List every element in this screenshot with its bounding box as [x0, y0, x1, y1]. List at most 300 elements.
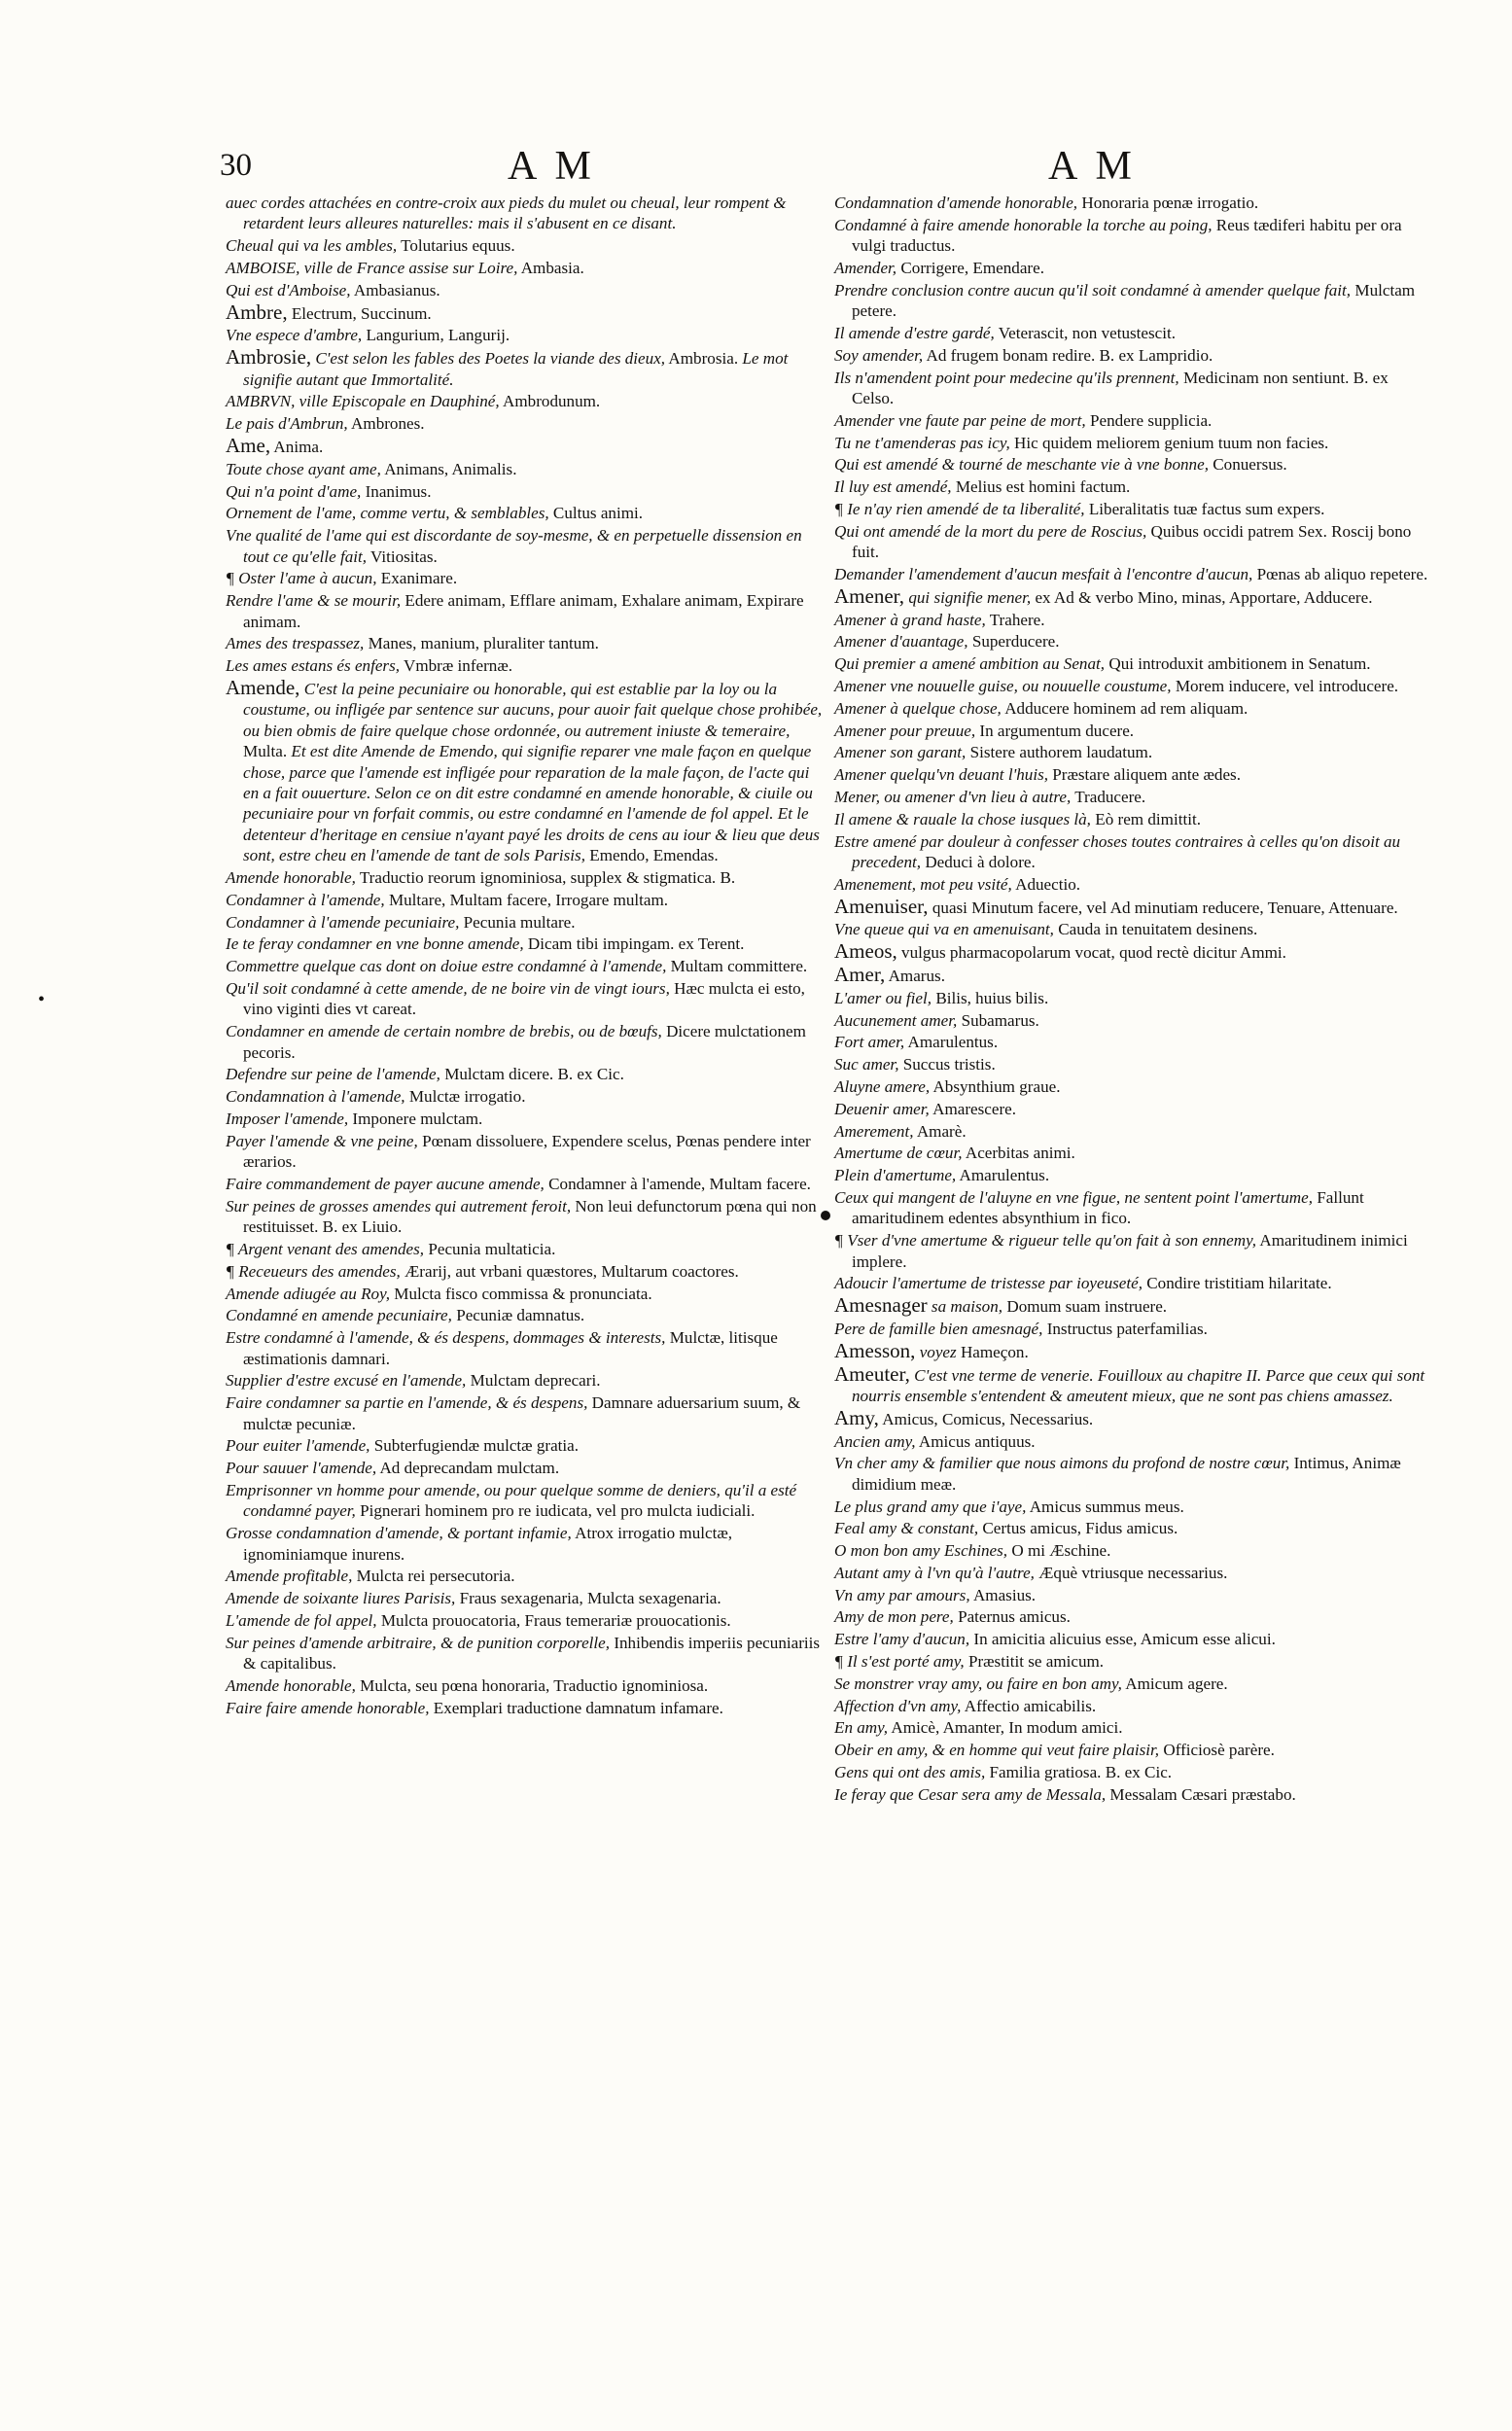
latin-gloss: Reus tædiferi habitu per ora vulgi traductus. — [852, 215, 1402, 256]
dictionary-entry — [834, 919, 1432, 939]
dictionary-entry — [226, 413, 824, 434]
dictionary-entry — [226, 1327, 824, 1369]
latin-gloss: Præstitit se amicum. — [967, 1652, 1105, 1672]
latin-gloss: Anima. — [273, 437, 324, 456]
latin-gloss: Amaritudinem inimici implere. — [852, 1231, 1408, 1271]
headword: Ame, — [226, 433, 271, 457]
dictionary-entry — [226, 675, 824, 866]
latin-gloss: Condamner à l'amende, Multam facere. — [548, 1175, 811, 1193]
french-gloss: Ceux qui mangent de l'aluyne en vne figue, ne sentent point l'amertume, — [834, 1187, 1313, 1207]
french-gloss: Amende profitable, — [226, 1567, 353, 1586]
dictionary-entry — [834, 1295, 1432, 1317]
latin-gloss: quasi Minutum facere, vel Ad minutiam reducere, Tenuare, Attenuare. — [932, 898, 1398, 917]
french-gloss: Prendre conclusion contre aucun qu'il soit condamné à amender quelque fait, — [834, 280, 1352, 299]
headword: Amesson, — [834, 1338, 916, 1362]
french-gloss: Vne espece d'ambre, — [226, 326, 363, 345]
dictionary-entry — [834, 1143, 1432, 1163]
french-gloss: Condamné en amende pecuniaire, — [226, 1306, 452, 1325]
latin-gloss: Trahere. — [989, 610, 1045, 629]
headword: Ameuter, — [834, 1361, 910, 1386]
latin-gloss: Ad deprecandam mulctam. — [379, 1459, 560, 1478]
french-gloss: Toute chose ayant ame, — [226, 459, 381, 478]
french-gloss: Condamnation à l'amende, — [226, 1087, 405, 1107]
dictionary-entry — [226, 325, 824, 345]
dictionary-entry — [226, 459, 824, 479]
latin-gloss: Medicinam non sentiunt. B. ex Celso. — [852, 368, 1389, 407]
french-gloss: Qui est amendé & tourné de meschante vie à vne bonne, — [834, 455, 1209, 475]
margin-ornament: • — [38, 989, 46, 1010]
french-gloss: C'est selon les fables des Poetes la viande des dieux, — [315, 349, 666, 369]
dictionary-entry — [834, 809, 1432, 829]
latin-gloss: Vmbræ infernæ. — [403, 656, 513, 676]
french-gloss: Rendre l'ame & se mourir, — [226, 591, 402, 611]
french-gloss: Grosse condamnation d'amende, & portant infamie, — [226, 1524, 572, 1543]
dictionary-entry — [834, 476, 1432, 497]
headword: Amende, — [226, 675, 300, 699]
dictionary-entry — [834, 564, 1432, 584]
latin-gloss: Messalam Cæsari præstabo. — [1109, 1784, 1296, 1804]
dictionary-entry — [226, 1458, 824, 1478]
dictionary-entry — [834, 894, 1432, 918]
latin-gloss: Mulcta, seu pœna honoraria, Traductio ignominiosa. — [360, 1675, 709, 1695]
dictionary-entry — [834, 280, 1432, 322]
latin-gloss: Multare, Multam facere, Irrogare multam. — [388, 890, 669, 909]
dictionary-entry — [226, 1305, 824, 1325]
latin-gloss: Mulcta rei persecutoria. — [356, 1567, 515, 1586]
dictionary-entry — [834, 1405, 1432, 1429]
dictionary-entry — [834, 874, 1432, 895]
latin-gloss: Pecuniæ damnatus. — [456, 1306, 585, 1325]
french-gloss: ¶ Il s'est porté amy, — [834, 1652, 965, 1672]
french-gloss: Aluyne amere, — [834, 1076, 931, 1096]
dictionary-entry — [834, 764, 1432, 785]
dictionary-entry — [834, 1740, 1432, 1760]
french-gloss: Le pais d'Ambrun, — [226, 414, 348, 434]
french-gloss: Il amende d'estre gardé, — [834, 324, 995, 342]
dictionary-entry — [834, 454, 1432, 475]
french-gloss: L'amer ou fiel, — [834, 988, 932, 1007]
dictionary-entry — [834, 499, 1432, 519]
latin-gloss: Pendere supplicia. — [1090, 410, 1213, 430]
french-gloss: Vne queue qui va en amenuisant, — [834, 920, 1054, 939]
french-gloss: ¶ Oster l'ame à aucun, — [226, 569, 377, 588]
dictionary-entry — [834, 1563, 1432, 1583]
french-gloss: Affection d'vn amy, — [834, 1696, 962, 1715]
latin-gloss: vulgus pharmacopolarum vocat, quod rectè dicitur Ammi. — [901, 943, 1286, 963]
dictionary-entry — [834, 787, 1432, 807]
latin-gloss: Pœnam dissoluere, Expendere scelus, Pœnas pendere inter ærarios. — [243, 1131, 811, 1172]
latin-gloss: Edere animam, Efflare animam, Exhalare animam, Expirare animam. — [243, 591, 804, 631]
dictionary-entry — [226, 1435, 824, 1456]
latin-gloss: Subterfugiendæ mulctæ gratia. — [373, 1436, 580, 1456]
latin-gloss: Aduectio. — [1015, 874, 1081, 894]
latin-gloss: Pœnas ab aliquo repetere. — [1256, 564, 1428, 583]
french-gloss: Ames des trespassez, — [226, 634, 365, 653]
french-gloss: Ornement de l'ame, comme vertu, & semblables, — [226, 504, 549, 523]
dictionary-entry — [834, 1431, 1432, 1452]
dictionary-entry — [834, 742, 1432, 762]
latin-gloss: Pecunia multaticia. — [428, 1240, 556, 1258]
french-gloss: Imposer l'amende, — [226, 1110, 349, 1128]
dictionary-entry — [834, 1585, 1432, 1605]
french-gloss: Amener à quelque chose, — [834, 698, 1002, 718]
french-gloss: Adoucir l'amertume de tristesse par ioyeuseté, — [834, 1274, 1143, 1293]
dictionary-entry — [226, 1392, 824, 1434]
page-number: 30 — [220, 148, 252, 183]
dictionary-entry — [834, 941, 1432, 963]
latin-gloss: Subamarus. — [961, 1010, 1039, 1030]
french-gloss: Estre amené par douleur à confesser choses toutes contraires à celles qu'on disoit au precedent, — [834, 831, 1401, 871]
right-column — [834, 193, 1432, 1807]
french-gloss: Amy de mon pere, — [834, 1607, 954, 1627]
dictionary-entry — [834, 345, 1432, 366]
french-gloss: Qu'il soit condamné à cette amende, de ne boire vin de vingt iours, — [226, 979, 670, 998]
french-gloss: Amener pour preuue, — [834, 721, 976, 740]
latin-gloss: Hæc mulcta ei esto, vino viginti dies vt careat. — [243, 979, 805, 1019]
latin-gloss: Atrox irrogatio mulctæ, ignominiamque inurens. — [243, 1524, 733, 1564]
dictionary-entry — [226, 1610, 824, 1631]
dictionary-entry — [226, 1131, 824, 1173]
french-gloss: Plein d'amertume, — [834, 1166, 957, 1185]
dictionary-entry — [834, 521, 1432, 563]
dictionary-entry — [834, 1076, 1432, 1097]
latin-gloss: Exanimare. — [380, 569, 458, 588]
dictionary-entry — [834, 323, 1432, 343]
headword: Amy, — [834, 1405, 879, 1429]
dictionary-entry — [226, 934, 824, 954]
french-gloss: Amende honorable, — [226, 868, 356, 888]
french-gloss: Qui n'a point d'ame, — [226, 481, 362, 501]
dictionary-entry — [226, 655, 824, 676]
french-gloss: Amertume de cœur, — [834, 1144, 963, 1163]
french-gloss: Vne qualité de l'ame qui est discordante de soy-mesme, & en perpetuelle dissension en tout ce qu'elle fait, — [226, 526, 802, 566]
dictionary-entry — [226, 1021, 824, 1063]
dictionary-entry — [834, 988, 1432, 1008]
french-gloss: AMBOISE, ville de France assise sur Loire, — [226, 259, 518, 277]
french-gloss: Cheual qui va les ambles, — [226, 236, 398, 256]
latin-gloss: Absynthium graue. — [932, 1076, 1061, 1096]
french-gloss: Ie te feray condamner en vne bonne amende, — [226, 934, 524, 954]
latin-gloss: Ambasia. — [520, 259, 584, 277]
dictionary-entry — [834, 1319, 1432, 1339]
french-gloss: Condamner en amende de certain nombre de brebis, ou de bœufs, — [226, 1022, 662, 1041]
french-gloss: AMBRVN, ville Episcopale en Dauphiné, — [226, 392, 500, 411]
french-gloss: Qui est d'Amboise, — [226, 280, 351, 299]
french-gloss: L'amende de fol appel, — [226, 1610, 377, 1630]
latin-gloss: In amicitia alicuius esse, Amicum esse alicui. — [973, 1630, 1276, 1649]
dictionary-entry — [834, 1121, 1432, 1142]
dictionary-entry — [834, 610, 1432, 630]
latin-gloss: Electrum, Succinum. — [291, 303, 432, 323]
dictionary-entry — [834, 1187, 1432, 1229]
latin-gloss: Amasius. — [972, 1585, 1037, 1604]
latin-gloss: Eò rem dimittit. — [1095, 809, 1201, 828]
dictionary-entry — [226, 568, 824, 588]
french-gloss: Faire faire amende honorable, — [226, 1698, 430, 1717]
french-gloss: Pour sauuer l'amende, — [226, 1459, 377, 1478]
dictionary-entry — [834, 1606, 1432, 1627]
dictionary-entry — [834, 193, 1432, 213]
dictionary-entry — [834, 1230, 1432, 1272]
dictionary-entry — [834, 1518, 1432, 1538]
dictionary-entry — [834, 1338, 1432, 1362]
latin-gloss: O mi Æschine. — [1011, 1541, 1111, 1561]
dictionary-entry — [834, 1696, 1432, 1716]
dictionary-entry — [834, 831, 1432, 873]
latin-gloss: Amicus summus meus. — [1029, 1497, 1184, 1516]
french-gloss: Aucunement amer, — [834, 1010, 958, 1030]
dictionary-entry — [226, 481, 824, 502]
dictionary-entry — [226, 956, 824, 976]
french-gloss: Deuenir amer, — [834, 1099, 930, 1118]
french-gloss: voyez — [919, 1342, 957, 1361]
headword: Ameos, — [834, 939, 897, 964]
french-gloss: Commettre quelque cas dont on doiue estre condamné à l'amende, — [226, 957, 667, 976]
french-gloss: Gens qui ont des amis, — [834, 1763, 986, 1782]
french-gloss: C'est la peine pecuniaire ou honorable, qui est establie par la loy ou la coustume, ou infligée par sentence sur aucuns, pour auoir fait quelque chose prohibée, ou bien obmis de faire quelque chose ordonnée, ou autrement iniuste & temeraire, — [243, 679, 823, 740]
french-gloss: Le plus grand amy que i'aye, — [834, 1497, 1027, 1516]
dictionary-entry — [834, 698, 1432, 719]
latin-gloss: Dicere mulctationem pecoris. — [243, 1022, 806, 1062]
latin-gloss: Honoraria pœnæ irrogatio. — [1081, 194, 1259, 212]
french-gloss: Sur peines d'amende arbitraire, & de punition corporelle, — [226, 1633, 611, 1652]
dictionary-entry — [834, 1099, 1432, 1119]
latin-gloss: Mulctam petere. — [852, 280, 1416, 321]
french-gloss: Autant amy à l'vn qu'à l'autre, — [834, 1563, 1035, 1582]
latin-gloss: Acerbitas animi. — [965, 1144, 1075, 1163]
latin-gloss: Mulctam deprecari. — [470, 1371, 601, 1391]
dictionary-entry — [226, 633, 824, 653]
latin-gloss: Apportare, Adducere. — [1228, 587, 1373, 607]
french-gloss: O mon bon amy Eschines, — [834, 1541, 1008, 1561]
dictionary-entry — [834, 1010, 1432, 1031]
french-gloss: Les ames estans és enfers, — [226, 656, 400, 676]
dictionary-entry — [226, 433, 824, 457]
french-gloss: Amenement, mot peu vsité, — [834, 874, 1012, 894]
french-gloss: Emprisonner vn homme pour amende, ou pour quelque somme de deniers, qu'il a esté condamné payer, — [226, 1480, 797, 1521]
dictionary-entry — [226, 978, 824, 1020]
left-column — [226, 193, 824, 1720]
french-gloss: C'est vne terme de venerie. Fouilloux au chapitre II. Parce que ceux qui sont nourris ensemble s'entendent & ameutent mieux, que ne sont pas chiens amassez. — [852, 1365, 1425, 1405]
latin-gloss: Amarus. — [888, 966, 945, 985]
latin-gloss: Deduci à dolore. — [925, 852, 1036, 871]
latin-gloss: Multam committere. — [670, 957, 808, 976]
latin-gloss: Vitiositas. — [370, 546, 438, 566]
latin-gloss: Ambrones. — [351, 414, 425, 434]
latin-gloss: Fallunt amaritudinem edentes absynthium in fico. — [852, 1187, 1364, 1228]
latin-gloss: Exemplari traductione damnatum infamare. — [433, 1698, 723, 1717]
latin-gloss: Hic quidem meliorem genium tuum non facies. — [1014, 433, 1329, 452]
latin-gloss: Amarescere. — [932, 1099, 1017, 1118]
french-gloss: qui signifie mener, — [908, 587, 1032, 607]
dictionary-entry — [834, 1361, 1432, 1407]
latin-gloss: Mulcta fisco commissa & pronunciata. — [394, 1284, 652, 1303]
dictionary-entry — [834, 1629, 1432, 1649]
french-gloss: Payer l'amende & vne peine, — [226, 1131, 418, 1150]
latin-gloss: Paternus amicus. — [958, 1607, 1071, 1627]
french-gloss: Amerement, — [834, 1121, 914, 1141]
dictionary-entry — [226, 193, 824, 234]
french-gloss: Estre l'amy d'aucun, — [834, 1630, 970, 1649]
french-gloss: Suc amer, — [834, 1055, 899, 1075]
latin-gloss: Inanimus. — [365, 481, 432, 501]
latin-gloss: Qui introduxit ambitionem in Senatum. — [1108, 654, 1371, 674]
french-gloss: Soy amender, — [834, 345, 924, 365]
dictionary-entry — [834, 653, 1432, 674]
dictionary-entry — [834, 1762, 1432, 1782]
dictionary-entry — [834, 1674, 1432, 1694]
dictionary-entry — [834, 1497, 1432, 1517]
latin-gloss: Damnare aduersarium suum, & mulctæ pecuniæ. — [243, 1393, 801, 1433]
dictionary-entry — [226, 1284, 824, 1304]
dictionary-entry — [226, 1174, 824, 1194]
french-gloss: Amender vne faute par peine de mort, — [834, 410, 1086, 430]
dictionary-entry — [834, 1165, 1432, 1185]
dictionary-entry — [226, 391, 824, 411]
french-gloss: Vn cher amy & familier que nous aimons du profond de nostre cœur, — [834, 1454, 1290, 1473]
latin-gloss: Mulcta prouocatoria, Fraus temerariæ prouocationis. — [380, 1610, 731, 1630]
dictionary-entry — [226, 1239, 824, 1259]
french-gloss: Mener, ou amener d'vn lieu à autre, — [834, 787, 1072, 806]
running-head-left: A M — [508, 144, 596, 189]
latin-gloss: Mulctam dicere. B. ex Cic. — [444, 1065, 624, 1084]
latin-gloss: Bilis, huius bilis. — [935, 988, 1049, 1007]
french-gloss: Obeir en amy, & en homme qui veut faire plaisir, — [834, 1741, 1160, 1760]
french-gloss: Condamner à l'amende pecuniaire, — [226, 912, 460, 932]
dictionary-entry — [834, 1717, 1432, 1738]
french-gloss: Se monstrer vray amy, ou faire en bon amy, — [834, 1674, 1122, 1693]
dictionary-entry — [226, 280, 824, 300]
latin-gloss: Animans, Animalis. — [384, 459, 517, 478]
french-gloss: Defendre sur peine de l'amende, — [226, 1065, 440, 1084]
dictionary-entry — [226, 1698, 824, 1718]
dictionary-entry — [834, 368, 1432, 409]
latin-gloss: Præstare aliquem ante ædes. — [1052, 765, 1241, 785]
french-gloss: Demander l'amendement d'aucun mesfait à l'encontre d'aucun, — [834, 564, 1253, 583]
dictionary-entry — [226, 890, 824, 910]
french-gloss: Pour euiter l'amende, — [226, 1436, 370, 1456]
dictionary-entry — [834, 215, 1432, 257]
dictionary-entry — [834, 1453, 1432, 1495]
latin-gloss: Ambrodunum. — [503, 392, 601, 411]
french-gloss: Amener son garant, — [834, 743, 967, 762]
dictionary-entry — [226, 1086, 824, 1107]
dictionary-entry — [834, 433, 1432, 453]
latin-gloss: Tolutarius equus. — [401, 236, 515, 256]
latin-gloss: Sistere authorem laudatum. — [969, 743, 1153, 762]
latin-gloss: Inhibendis imperiis pecuniariis & capitalibus. — [243, 1633, 821, 1674]
french-gloss: Amener d'auantage, — [834, 632, 968, 652]
french-gloss: En amy, — [834, 1718, 889, 1738]
latin-gloss: Traductio reorum ignominiosa, supplex & stigmatica. B. — [359, 868, 736, 888]
dictionary-entry — [226, 347, 824, 390]
dictionary-entry — [226, 503, 824, 523]
latin-gloss: Adducere hominem ad rem aliquam. — [1004, 698, 1248, 718]
latin-gloss: Multa. — [243, 742, 288, 761]
latin-gloss: Corrigere, Emendare. — [900, 259, 1044, 277]
latin-gloss: Non leui defunctorum pœna qui non restituisset. B. ex Liuio. — [243, 1196, 817, 1237]
french-gloss: Supplier d'estre excusé en l'amende, — [226, 1371, 467, 1391]
french-gloss: Amener quelqu'vn deuant l'huis, — [834, 765, 1048, 785]
latin-gloss: Ærarij, aut vrbani quæstores, Multarum coactores. — [404, 1261, 739, 1281]
dictionary-entry — [834, 962, 1432, 986]
french-gloss: Sur peines de grosses amendes qui autrement feroit, — [226, 1196, 572, 1216]
latin-gloss: Amicum agere. — [1125, 1674, 1228, 1693]
french-gloss: Tu ne t'amenderas pas icy, — [834, 433, 1010, 452]
dictionary-entry — [226, 299, 824, 324]
french-gloss: Ils n'amendent point pour medecine qu'ils prennent, — [834, 368, 1179, 387]
latin-gloss: Cultus animi. — [552, 504, 644, 523]
french-gloss: ¶ Vser d'vne amertume & rigueur telle qu'on fait à son ennemy, — [834, 1231, 1257, 1251]
latin-gloss: ex Ad & verbo Mino, minas, — [1035, 587, 1226, 607]
dictionary-entry — [226, 235, 824, 256]
dictionary-entry — [226, 590, 824, 632]
dictionary-entry — [226, 1675, 824, 1696]
running-head-right: A M — [1048, 144, 1137, 189]
latin-gloss: Instructus paterfamilias. — [1046, 1319, 1208, 1338]
latin-gloss: Liberalitatis tuæ factus sum expers. — [1088, 499, 1325, 518]
latin-gloss: Langurium, Langurij. — [366, 326, 510, 345]
latin-gloss: Conuersus. — [1213, 455, 1287, 475]
dictionary-entry — [226, 912, 824, 933]
latin-gloss: Familia gratiosa. B. ex Cic. — [989, 1763, 1173, 1782]
latin-gloss: In argumentum ducere. — [979, 721, 1135, 740]
latin-gloss: Mulctæ irrogatio. — [408, 1087, 526, 1107]
latin-gloss: Ambrosia. — [668, 349, 739, 369]
latin-gloss: Certus amicus, Fidus amicus. — [982, 1519, 1178, 1538]
dictionary-entry — [226, 1633, 824, 1674]
headword: Amesnager — [834, 1293, 928, 1318]
dictionary-entry — [226, 1064, 824, 1084]
dictionary-entry — [226, 1261, 824, 1282]
french-gloss: Pere de famille bien amesnagé, — [834, 1319, 1043, 1338]
dictionary-entry — [834, 631, 1432, 652]
latin-gloss: Succus tristis. — [902, 1055, 996, 1075]
dictionary-entry — [226, 1480, 824, 1522]
latin-gloss: Condire tristitiam hilaritate. — [1146, 1274, 1332, 1293]
latin-gloss: Intimus, Animæ dimidium meæ. — [852, 1454, 1401, 1494]
latin-gloss: Mulctæ, litisque æstimationis damnari. — [243, 1328, 778, 1368]
latin-gloss: Hameçon. — [960, 1342, 1029, 1361]
latin-gloss: Dicam tibi impingam. ex Terent. — [527, 934, 745, 954]
dictionary-entry — [834, 410, 1432, 431]
latin-gloss: Veterascit, non vetustescit. — [998, 324, 1176, 342]
french-gloss: Amender, — [834, 259, 897, 277]
dictionary-entry — [834, 721, 1432, 741]
latin-gloss: Pecunia multare. — [463, 912, 576, 932]
headword: Ambrosie, — [226, 345, 312, 370]
dictionary-entry — [226, 1588, 824, 1608]
headword: Amer, — [834, 962, 886, 986]
latin-gloss: Morem inducere, vel introducere. — [1175, 676, 1399, 695]
french-gloss: ¶ Argent venant des amendes, — [226, 1240, 425, 1258]
latin-gloss: Ad frugem bonam redire. B. ex Lampridio. — [926, 345, 1213, 365]
headword: Amener, — [834, 583, 905, 608]
latin-gloss: Amarulentus. — [959, 1166, 1050, 1185]
french-gloss: Faire condamner sa partie en l'amende, & és despens, — [226, 1393, 588, 1413]
dictionary-entry — [834, 1651, 1432, 1672]
french-gloss: Il luy est amendé, — [834, 477, 952, 497]
dictionary-entry — [226, 1566, 824, 1586]
dictionary-entry — [834, 1032, 1432, 1052]
latin-gloss: Officiosè parère. — [1163, 1741, 1275, 1760]
latin-gloss: Fraus sexagenaria, Mulcta sexagenaria. — [459, 1589, 721, 1608]
dictionary-entry — [226, 1109, 824, 1129]
french-gloss: Condamnation d'amende honorable, — [834, 194, 1078, 212]
french-gloss: Fort amer, — [834, 1033, 905, 1052]
french-gloss: ¶ Ie n'ay rien amendé de ta liberalité, — [834, 499, 1085, 518]
dictionary-entry — [226, 525, 824, 567]
